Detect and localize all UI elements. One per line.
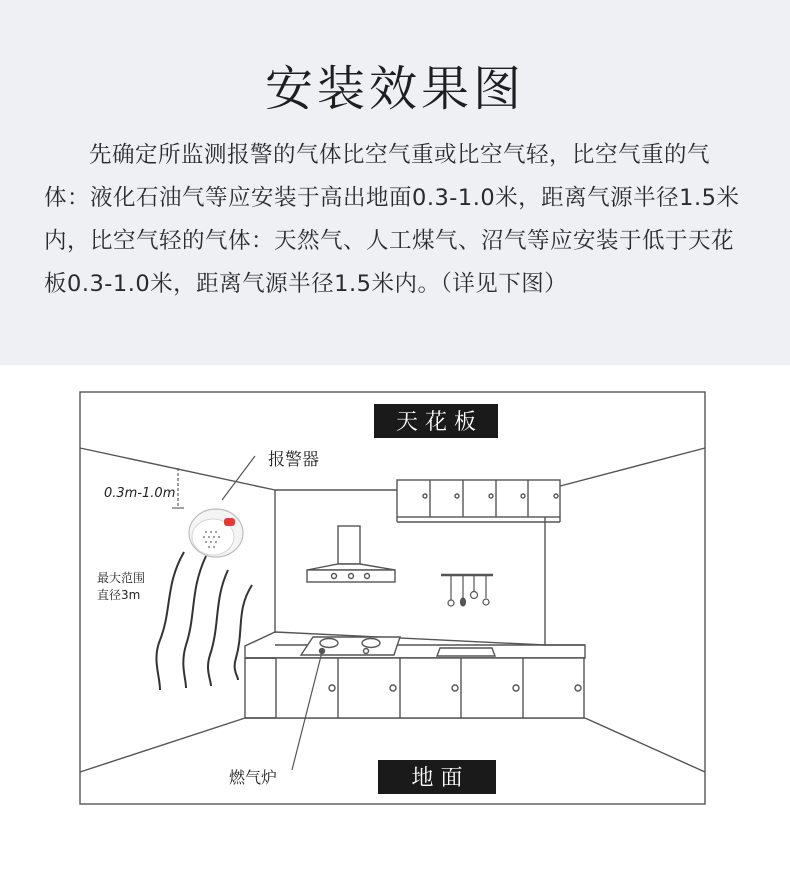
sink (437, 648, 495, 656)
floor-label: 地 面 (411, 766, 463, 791)
gas-stove (301, 637, 400, 655)
lower-cabinets (245, 658, 584, 718)
stove-label: 燃气炉 (229, 768, 278, 787)
floor-badge (378, 760, 496, 794)
upper-cabinets (397, 480, 560, 522)
installation-diagram (0, 365, 790, 887)
ceiling-label: 天 花 板 (396, 410, 476, 435)
alarm-label: 报警器 (268, 450, 319, 470)
distance-label: 0.3m-1.0m (104, 486, 176, 501)
page-title: 安装效果图 (264, 61, 525, 117)
range-label-line2: 直径3m (97, 588, 141, 602)
range-label-line1: 最大范围 (97, 571, 146, 585)
alarm-device (189, 509, 243, 557)
ceiling-badge (374, 404, 498, 438)
room-frame (80, 392, 705, 804)
installation-description: 先确定所监测报警的气体比空气重或比空气轻，比空气重的气体：液化石油气等应安装于高出地面0.3-1.0米，距离气源半径1.5米内，比空气轻的气体：天然气、人工煤气、沼气等应安装于低于天花板0.3-1.0米，距离气源半径1.5米内。（详见下图） (44, 142, 740, 297)
